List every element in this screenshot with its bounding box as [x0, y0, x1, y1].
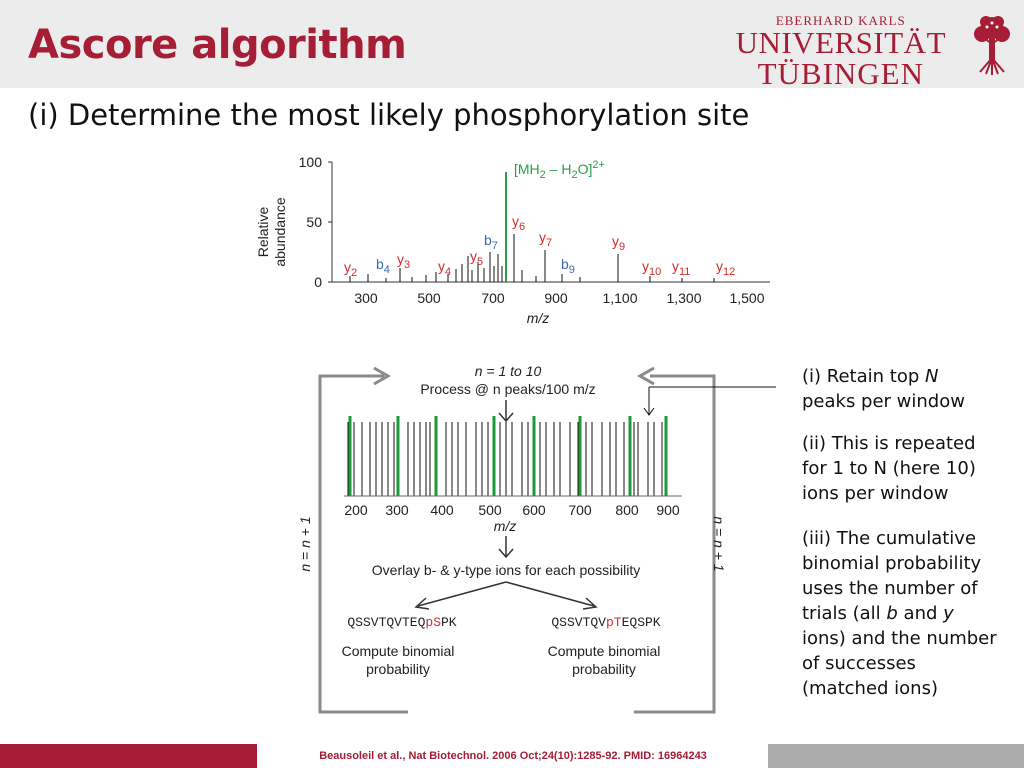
ion-label-y10: $y_{10}$: [642, 258, 662, 278]
spectrum-ytick-100: 100: [298, 154, 322, 170]
window-top-peaks: [350, 416, 666, 496]
window-xtick-900: 900: [656, 502, 680, 518]
loop-label-right: n = n + 1: [711, 516, 727, 572]
spectrum-xtick-300: 300: [354, 290, 378, 306]
spectrum-xtick-1300: 1,300: [666, 290, 702, 306]
slide-subtitle: (i) Determine the most likely phosphorylation site: [28, 98, 750, 132]
loop-label-left: n = n + 1: [297, 516, 313, 572]
peptide-1: QSSVTQVTEQpSPK: [347, 615, 457, 630]
logo-line-2: UNIVERSITÄT: [735, 25, 946, 60]
university-logo-text: [736, 14, 946, 89]
ion-label-b7: $b_7$: [484, 232, 498, 252]
spectrum-xtick-1100: 1,100: [602, 290, 638, 306]
ion-label-y9: $y_9$: [612, 233, 626, 253]
annotation-pointer: [640, 380, 790, 420]
footer-red-bar: [0, 744, 257, 768]
window-peaks: [348, 422, 662, 496]
ion-label-y5: $y_5$: [470, 248, 484, 268]
mass-spectrum-figure: [250, 150, 790, 330]
logo-line-1: EBERHARD KARLS: [775, 13, 906, 28]
ion-label-b9: $b_9$: [561, 256, 575, 276]
spectrum-xtick-500: 500: [417, 290, 441, 306]
spectrum-xtick-900: 900: [544, 290, 568, 306]
window-xtick-800: 800: [615, 502, 639, 518]
ion-label-y7: $y_7$: [539, 229, 553, 249]
spectrum-xtick-1500: 1,500: [729, 290, 765, 306]
ion-label-y11: $y_{11}$: [672, 258, 691, 278]
annotation-cumulative-binomial: (iii) The cumulative binomial probability uses the number of trials (all b and y ions) and the number of successes (matched ions): [802, 528, 997, 699]
compute-text-right-1: Compute binomial: [547, 643, 661, 659]
spectrum-xlabel: m/z: [526, 310, 550, 326]
window-xtick-200: 200: [344, 502, 368, 518]
ion-labels: [344, 213, 735, 279]
window-xlabel: m/z: [493, 518, 517, 534]
ion-label-y2: $y_2$: [344, 259, 358, 279]
slide-title: Ascore algorithm: [28, 22, 407, 68]
compute-text-right-2: probability: [572, 661, 636, 677]
n-range-text: n = 1 to 10: [474, 363, 542, 379]
process-text: Process @ n peaks/100 m/z: [420, 381, 596, 397]
ion-label-y4: $y_4$: [438, 258, 452, 278]
ion-label-y12: $y_{12}$: [716, 258, 736, 278]
footer-citation: Beausoleil et al., Nat Biotechnol. 2006 Oct;24(10):1285-92. PMID: 16964243: [319, 750, 707, 762]
annotation-repeated: (ii) This is repeated for 1 to N (here 10) ions per window: [802, 433, 976, 504]
window-xtick-300: 300: [385, 502, 409, 518]
window-xtick-400: 400: [430, 502, 454, 518]
tree-emblem-icon: [972, 14, 1012, 76]
footer-grey-bar: [768, 744, 1024, 768]
window-xtick-600: 600: [522, 502, 546, 518]
ion-label-y3: $y_3$: [397, 251, 411, 271]
precursor-label: $[MH_2 - H_2O]^{2+}$: [514, 159, 605, 181]
peptide-2: QSSVTQVpTEQSPK: [551, 615, 661, 630]
compute-text-left-1: Compute binomial: [341, 643, 455, 659]
ion-label-b4: $b_4$: [376, 256, 390, 276]
spectrum-xtick-700: 700: [481, 290, 505, 306]
annotation-retain-top-n: (i) Retain top N peaks per window: [802, 366, 965, 412]
spectrum-ylabel-1: Relative: [255, 206, 271, 258]
window-xtick-500: 500: [478, 502, 502, 518]
compute-text-left-2: probability: [366, 661, 430, 677]
spectrum-ytick-0: 0: [314, 274, 322, 290]
loop-right-path: [634, 376, 714, 712]
window-xtick-700: 700: [568, 502, 592, 518]
spectrum-ytick-50: 50: [306, 214, 322, 230]
spectrum-ylabel-2: abundance: [272, 197, 288, 267]
overlay-text: Overlay b- & y-type ions for each possibility: [371, 562, 641, 578]
ion-label-y6: $y_6$: [512, 213, 526, 233]
logo-line-3: TÜBINGEN: [757, 56, 924, 91]
